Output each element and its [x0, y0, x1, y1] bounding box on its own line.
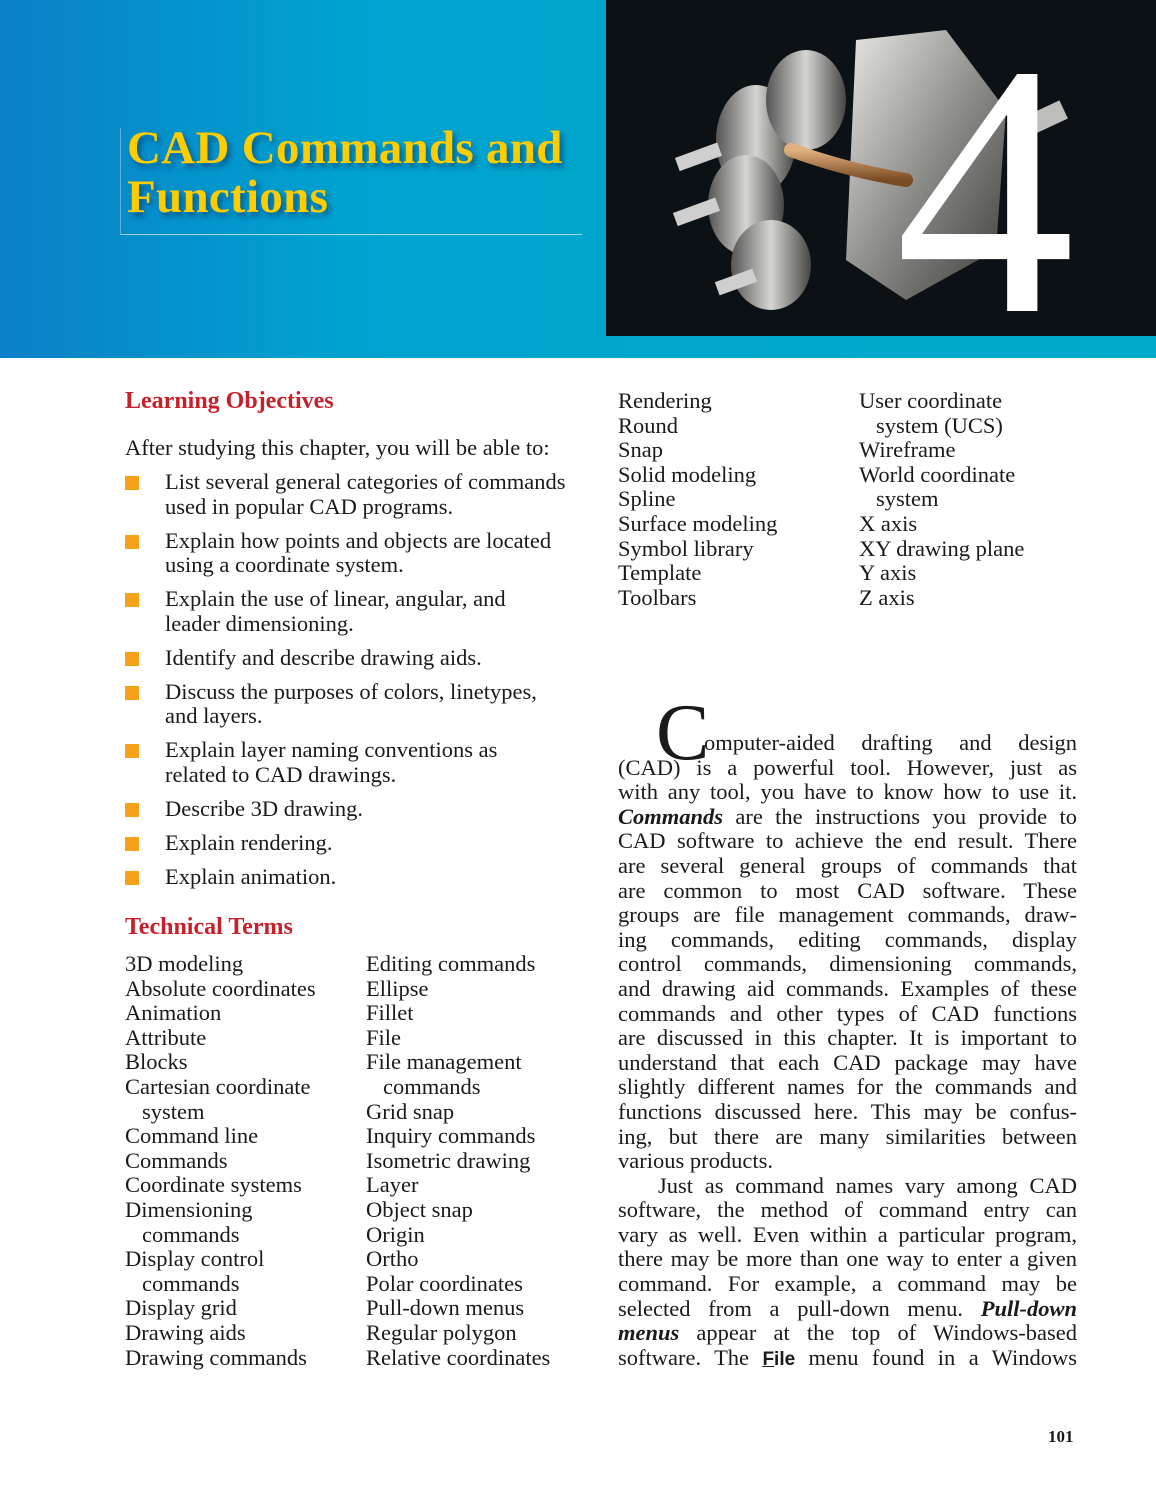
body-line: ing commands, editing commands, display	[618, 926, 1077, 952]
term-item: Rendering	[618, 388, 712, 413]
term-item: Attribute	[125, 1024, 207, 1050]
chapter-number: 4	[895, 0, 1075, 389]
body-line: functions discussed here. This may be confus-	[618, 1098, 1077, 1124]
term-item: Absolute coordinates	[125, 975, 316, 1001]
learning-objectives-heading: Learning Objectives	[125, 388, 334, 414]
body-line: are several general groups of commands that	[618, 852, 1077, 878]
body-line: CAD software to achieve the end result. There	[618, 828, 1077, 854]
body-line: software. The File menu found in a Windows	[618, 1344, 1077, 1370]
term-item: Commands	[125, 1147, 228, 1173]
chapter-title	[127, 124, 563, 222]
menu-name: File	[762, 1348, 796, 1370]
term-item: X axis	[859, 510, 918, 536]
term-item: Y axis	[859, 560, 917, 586]
objective-item	[125, 529, 595, 578]
body-line: and drawing aid commands. Examples of these	[618, 975, 1077, 1001]
term-item: Toolbars	[618, 584, 697, 610]
term-item: Relative coordinates	[366, 1344, 551, 1370]
objective-item	[125, 680, 595, 729]
title-box	[120, 122, 582, 235]
term-item: system	[142, 1098, 205, 1124]
term-item: commands	[142, 1221, 240, 1247]
term-item: Fillet	[366, 1000, 414, 1026]
bullet-square-icon	[125, 652, 139, 666]
term-item: Polar coordinates	[366, 1270, 523, 1296]
objective-text: Describe 3D drawing.	[165, 796, 364, 821]
drop-cap: C	[656, 689, 710, 777]
objective-item	[125, 646, 595, 671]
term-item: Editing commands	[366, 951, 536, 976]
bullet-square-icon	[125, 744, 139, 758]
terms-column-4	[859, 389, 1024, 610]
term-item: Command line	[125, 1123, 259, 1149]
emphasized-term: menus	[618, 1320, 680, 1346]
term-item: Solid modeling	[618, 461, 757, 487]
term-item: Isometric drawing	[366, 1147, 531, 1173]
term-item: User coordinate	[859, 388, 1003, 413]
term-item: Animation	[125, 1000, 222, 1026]
terms-column-2	[366, 952, 550, 1370]
objective-item	[125, 738, 595, 787]
objectives-intro: After studying this chapter, you will be able to:	[125, 435, 550, 460]
bullet-square-icon	[125, 871, 139, 885]
body-line: control commands, dimensioning commands,	[618, 951, 1077, 977]
term-item: Cartesian coordinate	[125, 1073, 311, 1099]
body-line: omputer-aided drafting and design	[704, 730, 1077, 755]
bullet-square-icon	[125, 803, 139, 817]
objective-text: Explain the use of linear, angular, and leader dimensioning.	[165, 586, 506, 636]
term-item: Ortho	[366, 1246, 419, 1272]
title-line-2: Functions	[127, 171, 329, 223]
term-item: system (UCS)	[876, 412, 1003, 438]
bullet-square-icon	[125, 837, 139, 851]
term-item: Pull-down menus	[366, 1295, 525, 1321]
technical-terms-heading: Technical Terms	[125, 914, 293, 940]
emphasized-term: Pull-down	[980, 1295, 1077, 1321]
term-item: Spline	[618, 486, 676, 512]
term-item: Origin	[366, 1221, 425, 1247]
objective-text: Identify and describe drawing aids.	[165, 644, 482, 670]
body-line: vary as well. Even within a particular program,	[618, 1221, 1077, 1247]
objective-text: Explain how points and objects are located using a coordinate system.	[165, 527, 552, 578]
term-item: Template	[618, 560, 702, 586]
term-item: File	[366, 1024, 402, 1050]
term-item: Coordinate systems	[125, 1172, 302, 1198]
objective-text: Explain animation.	[165, 864, 337, 889]
term-item: World coordinate	[859, 461, 1016, 487]
bullet-square-icon	[125, 593, 139, 607]
body-line: software, the method of command entry can	[618, 1197, 1077, 1223]
body-text	[618, 689, 1077, 1370]
term-item: Wireframe	[859, 437, 956, 463]
term-item: Drawing commands	[125, 1344, 307, 1370]
term-item: Blocks	[125, 1049, 188, 1075]
body-line: with any tool, you have to know how to use it.	[618, 779, 1077, 805]
page-number: 101	[1048, 1427, 1074, 1446]
body-line: command. For example, a command may be	[618, 1271, 1077, 1297]
objective-text: Explain layer naming conventions as related to CAD drawings.	[165, 737, 498, 787]
objective-text: List several general categories of commands used in popular CAD programs.	[165, 469, 566, 519]
term-item: Drawing aids	[125, 1319, 246, 1345]
term-item: commands	[383, 1073, 481, 1099]
term-item: Object snap	[366, 1196, 473, 1222]
body-line: are discussed in this chapter. It is important to	[618, 1025, 1077, 1051]
term-item: Z axis	[859, 584, 915, 610]
body-line: selected from a pull-down menu. Pull-down	[618, 1295, 1077, 1321]
objective-text: Explain rendering.	[165, 830, 333, 855]
term-item: system	[876, 486, 939, 512]
body-line: commands and other types of CAD functions	[618, 1000, 1077, 1026]
title-line-1: CAD Commands and	[127, 122, 563, 174]
emphasized-term: Commands	[618, 803, 724, 829]
term-item: File management	[366, 1049, 522, 1075]
term-item: Display grid	[125, 1295, 237, 1321]
body-line: there may be more than one way to enter a given	[618, 1246, 1077, 1272]
body-line: Commands are the instructions you provide to	[618, 803, 1077, 829]
body-line: (CAD) is a powerful tool. However, just as	[618, 754, 1077, 780]
term-item: Inquiry commands	[366, 1123, 536, 1149]
body-line: menus appear at the top of Windows-based	[618, 1320, 1077, 1346]
body-line: Just as command names vary among CAD	[658, 1172, 1077, 1198]
bullet-square-icon	[125, 686, 139, 700]
terms-column-1	[125, 952, 316, 1370]
term-item: commands	[142, 1270, 240, 1296]
term-item: Surface modeling	[618, 510, 778, 536]
body-line: ing, but there are many similarities between	[618, 1123, 1077, 1149]
term-item: Dimensioning	[125, 1196, 253, 1222]
objective-item	[125, 797, 595, 822]
term-item: 3D modeling	[125, 951, 244, 976]
term-item: Round	[618, 412, 679, 438]
term-item: Grid snap	[366, 1098, 455, 1124]
term-item: Symbol library	[618, 535, 754, 561]
term-item: Snap	[618, 437, 663, 463]
objective-item	[125, 831, 595, 856]
term-item: Display control	[125, 1246, 265, 1272]
term-item: Regular polygon	[366, 1319, 517, 1345]
objective-item	[125, 865, 595, 890]
term-item: XY drawing plane	[859, 535, 1025, 561]
body-line: groups are file management commands, draw-	[618, 902, 1077, 928]
objective-item	[125, 470, 595, 519]
body-line: understand that each CAD package may have	[618, 1049, 1077, 1075]
body-line: slightly different names for the commands and	[618, 1074, 1077, 1100]
body-line: various products.	[618, 1148, 773, 1174]
objective-item	[125, 587, 595, 636]
bullet-square-icon	[125, 476, 139, 490]
bullet-square-icon	[125, 535, 139, 549]
term-item: Layer	[366, 1172, 419, 1198]
body-line: are common to most CAD software. These	[618, 877, 1077, 903]
term-item: Ellipse	[366, 975, 429, 1001]
chapter-header	[0, 0, 1156, 389]
objective-text: Discuss the purposes of colors, linetypes, and layers.	[165, 678, 537, 729]
terms-column-3	[618, 389, 777, 610]
